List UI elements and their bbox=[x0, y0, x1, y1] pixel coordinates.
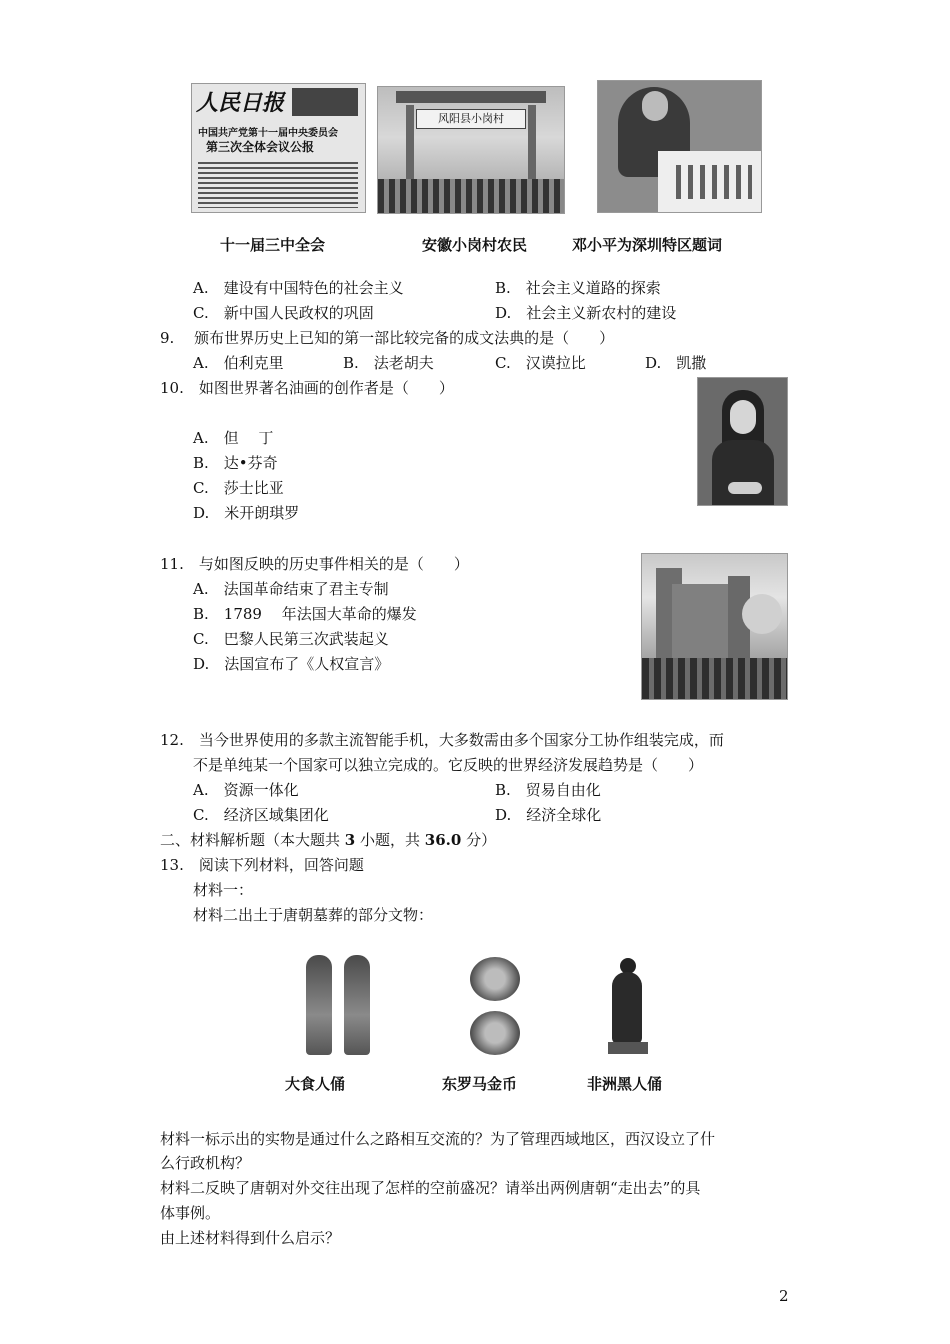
caption-dashi: 大食人俑 bbox=[285, 1075, 346, 1093]
q13-question-line2: 么行政机构？ bbox=[160, 1154, 251, 1172]
q12-option-c[interactable]: C. 经济区域集团化 bbox=[193, 806, 329, 824]
person-face bbox=[642, 91, 668, 121]
q13-material2: 材料二出土于唐朝墓葬的部分文物： bbox=[193, 906, 434, 924]
q12-stem-line2: 不是单纯某一个国家可以独立完成的。它反映的世界经济发展趋势是（ ） bbox=[193, 756, 704, 774]
q10-option-a[interactable]: A. 但 丁 bbox=[193, 429, 274, 447]
dashi-figurines-image bbox=[300, 955, 380, 1060]
portrait-hands bbox=[728, 482, 762, 494]
q8-option-b[interactable]: B. 社会主义道路的探索 bbox=[495, 279, 661, 297]
q13-material1: 材料一： bbox=[193, 881, 254, 899]
q8-option-c[interactable]: C. 新中国人民政权的巩固 bbox=[193, 304, 374, 322]
caption-third-plenum: 十一届三中全会 bbox=[220, 236, 326, 254]
crowd-foreground bbox=[642, 658, 787, 699]
newspaper-headline-1: 中国共产党第十一届中央委员会 bbox=[198, 128, 338, 139]
q9-option-a[interactable]: A. 伯利克里 bbox=[193, 354, 284, 372]
xiaogang-village-photo bbox=[377, 86, 565, 214]
section2-heading bbox=[160, 829, 496, 850]
caption-african: 非洲黑人俑 bbox=[587, 1075, 663, 1093]
q12-option-b[interactable]: B. 贸易自由化 bbox=[495, 781, 601, 799]
q12-stem-line1: 12. 当今世界使用的多款主流智能手机，大多数需由多个国家分工协作组装完成，而 bbox=[160, 731, 724, 749]
smoke bbox=[742, 594, 782, 634]
caption-deng: 邓小平为深圳特区题词 bbox=[572, 236, 723, 254]
q10-stem: 10. 如图世界著名油画的创作者是（ ） bbox=[160, 379, 454, 397]
q11-option-b[interactable]: B. 1789 年法国大革命的爆发 bbox=[193, 605, 417, 623]
newspaper-photo bbox=[191, 83, 366, 213]
q11-stem: 11. 与如图反映的历史事件相关的是（ ） bbox=[160, 555, 469, 573]
q11-option-d[interactable]: D. 法国宣布了《人权宣言》 bbox=[193, 655, 390, 673]
q12-option-a[interactable]: A. 资源一体化 bbox=[193, 781, 299, 799]
section2-prefix: 二、材料解析题（本大题共 bbox=[160, 831, 345, 849]
page-number: 2 bbox=[779, 1287, 789, 1305]
figurine-1 bbox=[306, 955, 332, 1055]
newspaper-text-block bbox=[198, 162, 358, 208]
gate-pillar-left bbox=[406, 105, 414, 185]
coin-1 bbox=[470, 957, 520, 1001]
q13-question-line1: 材料一标示出的实物是通过什么之路相互交流的？为了管理西域地区，西汉设立了什 bbox=[160, 1130, 716, 1148]
newspaper-headline-2: 第三次全体会议公报 bbox=[206, 140, 315, 154]
q13-question-line5: 由上述材料得到什么启示？ bbox=[160, 1229, 341, 1247]
q13-question-line4: 体事例。 bbox=[160, 1204, 221, 1222]
q8-option-a[interactable]: A. 建设有中国特色的社会主义 bbox=[193, 279, 404, 297]
bastille-painting-image bbox=[641, 553, 788, 700]
q9-option-c[interactable]: C. 汉谟拉比 bbox=[495, 354, 586, 372]
caption-xiaogang: 安徽小岗村农民 bbox=[422, 236, 528, 254]
figurine-body bbox=[612, 972, 642, 1044]
q10-option-b[interactable]: B. 达•芬奇 bbox=[193, 454, 278, 472]
portrait-face bbox=[730, 400, 756, 434]
coin-2 bbox=[470, 1011, 520, 1055]
section2-mid: 小题，共 bbox=[355, 831, 425, 849]
gate-pillar-right bbox=[528, 105, 536, 185]
q9-stem: 9. 颁布世界历史上已知的第一部比较完备的成文法典的是（ ） bbox=[160, 329, 615, 347]
newspaper-dark-box bbox=[292, 88, 358, 116]
mona-lisa-image bbox=[697, 377, 788, 506]
newspaper-masthead: 人民日报 bbox=[196, 90, 285, 116]
section2-count: 3 bbox=[344, 831, 356, 849]
q10-option-d[interactable]: D. 米开朗琪罗 bbox=[193, 504, 300, 522]
q13-question-line3: 材料二反映了唐朝对外交往出现了怎样的空前盛况？请举出两例唐朝“走出去”的具 bbox=[160, 1179, 701, 1197]
q12-option-d[interactable]: D. 经济全球化 bbox=[495, 806, 602, 824]
q9-option-b[interactable]: B. 法老胡夫 bbox=[343, 354, 434, 372]
figurine-base bbox=[608, 1042, 648, 1054]
q11-option-a[interactable]: A. 法国革命结束了君主专制 bbox=[193, 580, 389, 598]
portrait-body bbox=[712, 440, 774, 505]
byzantine-coins-image bbox=[468, 955, 524, 1059]
crowd bbox=[378, 179, 564, 213]
section2-suffix: 分） bbox=[461, 831, 497, 849]
q13-stem: 13. 阅读下列材料，回答问题 bbox=[160, 856, 364, 874]
q9-option-d[interactable]: D. 凯撒 bbox=[645, 354, 707, 372]
gate-roof bbox=[396, 91, 546, 103]
african-figurine-image bbox=[598, 958, 658, 1058]
figurine-2 bbox=[344, 955, 370, 1055]
q10-option-c[interactable]: C. 莎士比亚 bbox=[193, 479, 284, 497]
gate-sign: 风阳县小岗村 bbox=[416, 109, 526, 129]
calligraphy-strokes bbox=[676, 165, 752, 199]
caption-byzantine-coin: 东罗马金币 bbox=[442, 1075, 518, 1093]
q11-option-c[interactable]: C. 巴黎人民第三次武装起义 bbox=[193, 630, 389, 648]
deng-calligraphy-photo bbox=[597, 80, 762, 213]
q8-option-d[interactable]: D. 社会主义新农村的建设 bbox=[495, 304, 677, 322]
section2-score: 36.0 bbox=[424, 831, 462, 849]
